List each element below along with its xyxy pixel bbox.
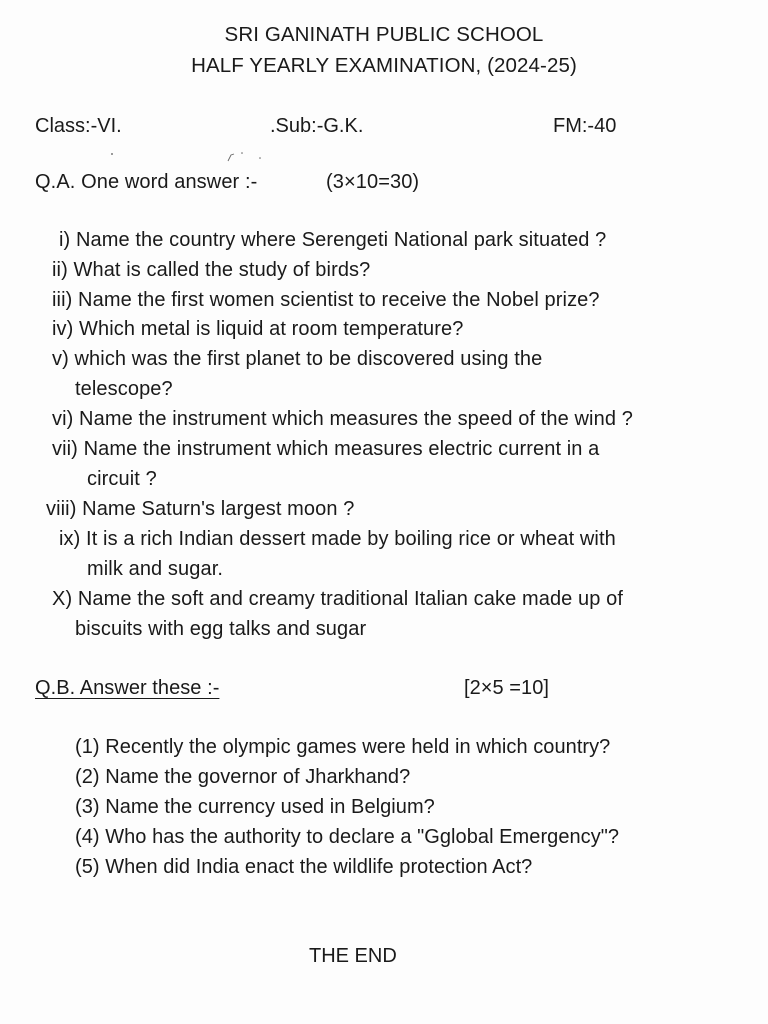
question-a-10: X) Name the soft and creamy traditional Italian cake made up of bbox=[52, 588, 624, 610]
question-b-4: (4) Who has the authority to declare a "Gglobal Emergency"? bbox=[75, 826, 620, 848]
section-a-title: Q.A. One word answer :- bbox=[35, 171, 258, 193]
question-a-3: iii) Name the first women scientist to receive the Nobel prize? bbox=[52, 289, 600, 311]
question-a-9: ix) It is a rich Indian dessert made by boiling rice or wheat with bbox=[59, 528, 616, 550]
question-a-2: ii) What is called the study of birds? bbox=[52, 259, 371, 281]
question-a-9-cont: milk and sugar. bbox=[87, 558, 224, 580]
full-marks-label: FM:-40 bbox=[553, 115, 617, 137]
section-b-marks: [2×5 =10] bbox=[464, 677, 549, 699]
question-a-4: iv) Which metal is liquid at room temperature? bbox=[52, 318, 464, 340]
question-a-6: vi) Name the instrument which measures the speed of the wind ? bbox=[52, 408, 633, 430]
section-a-marks: (3×10=30) bbox=[326, 171, 420, 193]
question-a-7: vii) Name the instrument which measures electric current in a bbox=[52, 438, 600, 460]
question-b-3: (3) Name the currency used in Belgium? bbox=[75, 796, 435, 818]
question-a-10-cont: biscuits with egg talks and sugar bbox=[75, 618, 367, 640]
class-label: Class:-VI. bbox=[35, 115, 122, 137]
question-a-5-cont: telescope? bbox=[75, 378, 173, 400]
school-name: SRI GANINATH PUBLIC SCHOOL bbox=[224, 23, 544, 46]
question-a-7-cont: circuit ? bbox=[87, 468, 157, 490]
question-b-5: (5) When did India enact the wildlife protection Act? bbox=[75, 856, 533, 878]
question-b-1: (1) Recently the olympic games were held in which country? bbox=[75, 736, 611, 758]
question-a-5: v) which was the first planet to be discovered using the bbox=[52, 348, 543, 370]
section-b-title: Q.B. Answer these :- bbox=[35, 677, 220, 699]
question-a-1: i) Name the country where Serengeti National park situated ? bbox=[59, 229, 607, 251]
question-a-8: viii) Name Saturn's largest moon ? bbox=[46, 498, 355, 520]
subject-label: .Sub:-G.K. bbox=[270, 115, 364, 137]
question-b-2: (2) Name the governor of Jharkhand? bbox=[75, 766, 411, 788]
exam-title: HALF YEARLY EXAMINATION, (2024-25) bbox=[191, 54, 577, 77]
scan-marks bbox=[100, 150, 280, 164]
the-end-label: THE END bbox=[309, 945, 397, 967]
